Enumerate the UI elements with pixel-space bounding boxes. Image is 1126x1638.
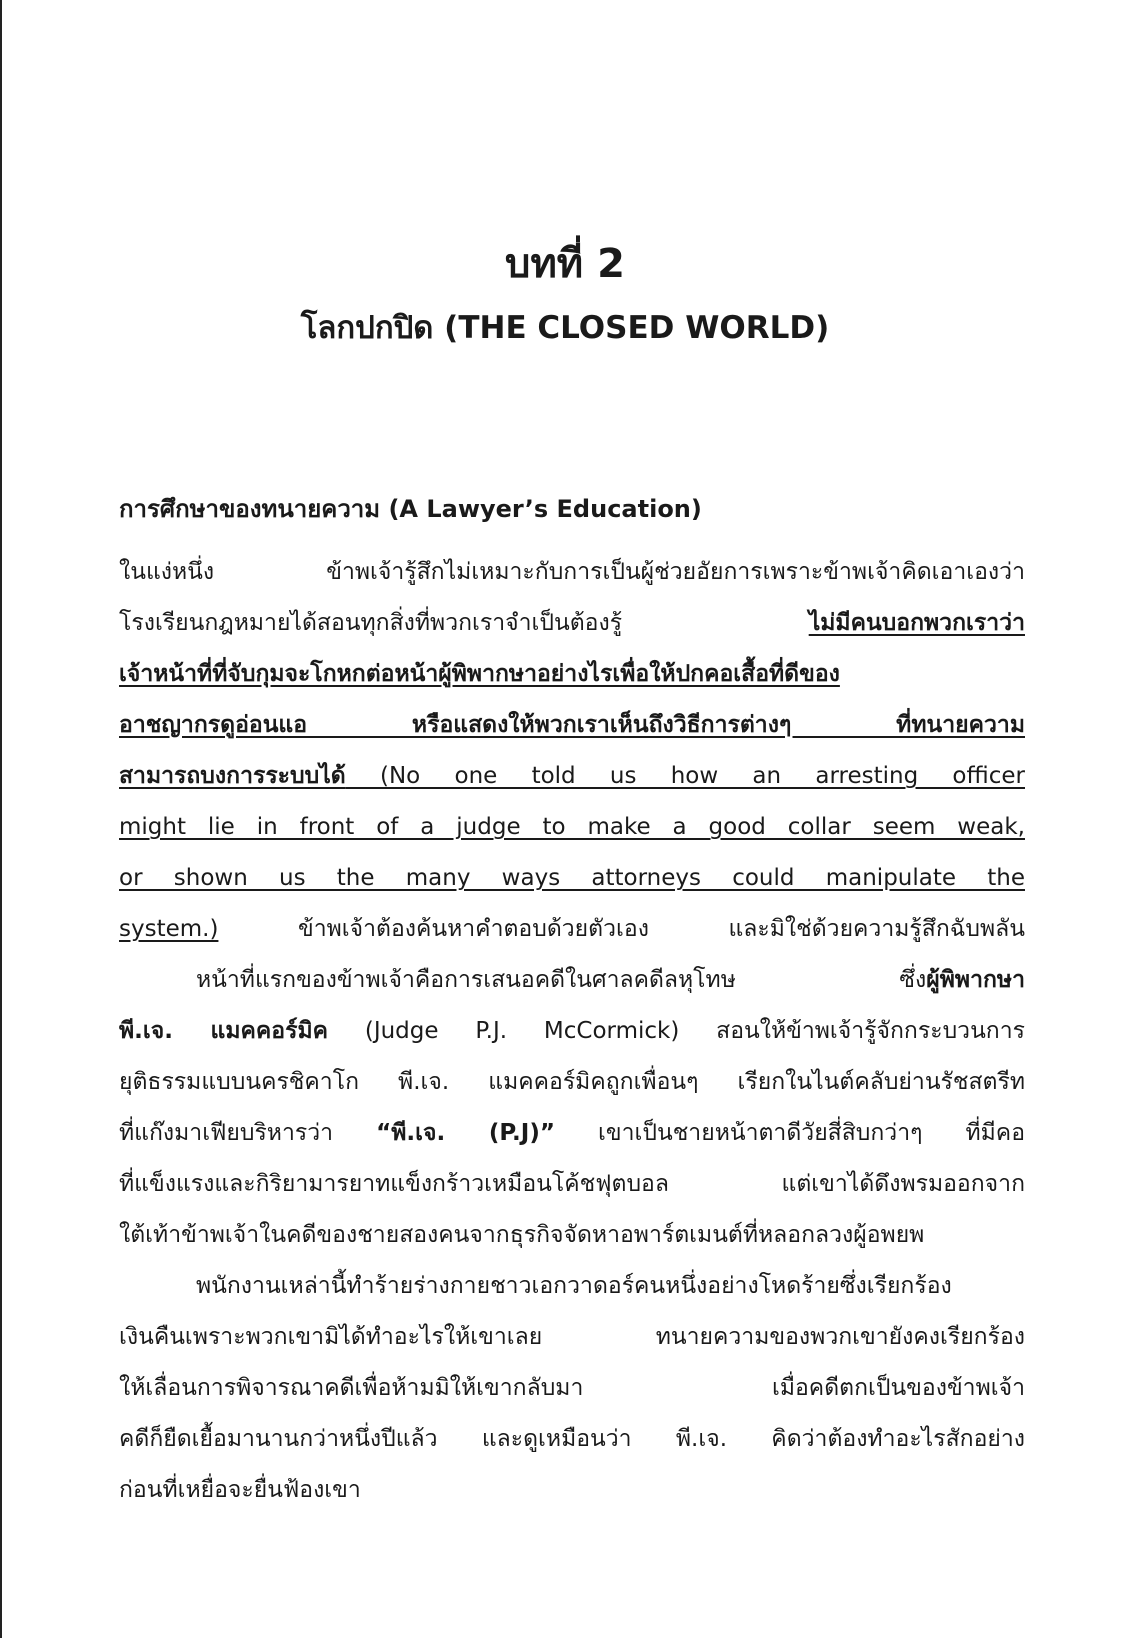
text-line: ก่อนที่เหยื่อจะยื่นฟ้องเขา — [119, 1477, 361, 1503]
section-heading: การศึกษาของทนายความ (A Lawyer’s Education) — [119, 495, 702, 523]
text-line: might lie in front of a judge to make a good collar seem weak, — [119, 814, 1025, 840]
text-line: หน้าที่แรกของข้าพเจ้าคือการเสนอคดีในศาลคดีลหุโทษ ซึ่งผู้พิพากษา — [196, 967, 1025, 993]
text-line: or shown us the many ways attorneys could manipulate the — [119, 865, 1025, 891]
text-line: เจ้าหน้าที่ที่จับกุมจะโกหกต่อหน้าผู้พิพากษาอย่างไรเพื่อให้ปกคอเสื้อที่ดีของ — [119, 661, 840, 687]
chapter-subtitle: โลกปกปิด (THE CLOSED WORLD) — [300, 310, 830, 346]
text-line: พนักงานเหล่านี้ทำร้ายร่างกายชาวเอกวาดอร์คนหนึ่งอย่างโหดร้ายซึ่งเรียกร้อง — [196, 1273, 952, 1299]
text-line: ยุติธรรมแบบนครชิคาโก พี.เจ. แมคคอร์มิคถูกเพื่อนๆ เรียกในไนต์คลับย่านรัชสตรีท — [119, 1069, 1025, 1095]
text-line: สามารถบงการระบบได้ (No one told us how an arresting officer — [119, 763, 1025, 789]
text-line: พี.เจ. แมคคอร์มิค (Judge P.J. McCormick) สอนให้ข้าพเจ้ารู้จักกระบวนการ — [119, 1018, 1025, 1044]
text-line: ใต้เท้าข้าพเจ้าในคดีของชายสองคนจากธุรกิจจัดหาอพาร์ตเมนต์ที่หลอกลวงผู้อพยพ — [119, 1222, 925, 1248]
text-line: เงินคืนเพราะพวกเขามิได้ทำอะไรให้เขาเลย ทนายความของพวกเขายังคงเรียกร้อง — [119, 1324, 1025, 1350]
text-line: อาชญากรดูอ่อนแอ หรือแสดงให้พวกเราเห็นถึงวิธีการต่างๆ ที่ทนายความ — [119, 712, 1025, 738]
text-line: โรงเรียนกฎหมายได้สอนทุกสิ่งที่พวกเราจำเป็นต้องรู้ ไม่มีคนบอกพวกเราว่า — [119, 610, 1025, 636]
text-line: ที่แก๊งมาเฟียบริหารว่า “พี.เจ. (P.J)” เขาเป็นชายหน้าตาดีวัยสี่สิบกว่าๆ ที่มีคอ — [119, 1120, 1025, 1146]
text-line: คดีก็ยืดเยื้อมานานกว่าหนึ่งปีแล้ว และดูเหมือนว่า พี.เจ. คิดว่าต้องทำอะไรสักอย่าง — [119, 1426, 1025, 1452]
text-line: ในแง่หนึ่ง ข้าพเจ้ารู้สึกไม่เหมาะกับการเป็นผู้ช่วยอัยการเพราะข้าพเจ้าคิดเอาเองว่า — [119, 559, 1025, 585]
chapter-title: บทที่ 2 — [505, 241, 625, 287]
text-line: ให้เลื่อนการพิจารณาคดีเพื่อห้ามมิให้เขากลับมา เมื่อคดีตกเป็นของข้าพเจ้า — [119, 1375, 1025, 1401]
text-line: system.) ข้าพเจ้าต้องค้นหาคำตอบด้วยตัวเอง และมิใช่ด้วยความรู้สึกฉับพลัน — [119, 916, 1025, 942]
body-text — [119, 547, 1025, 1516]
text-line: ที่แข็งแรงและกิริยามารยาทแข็งกร้าวเหมือนโค้ชฟุตบอล แต่เขาได้ดึงพรมออกจาก — [119, 1171, 1025, 1197]
